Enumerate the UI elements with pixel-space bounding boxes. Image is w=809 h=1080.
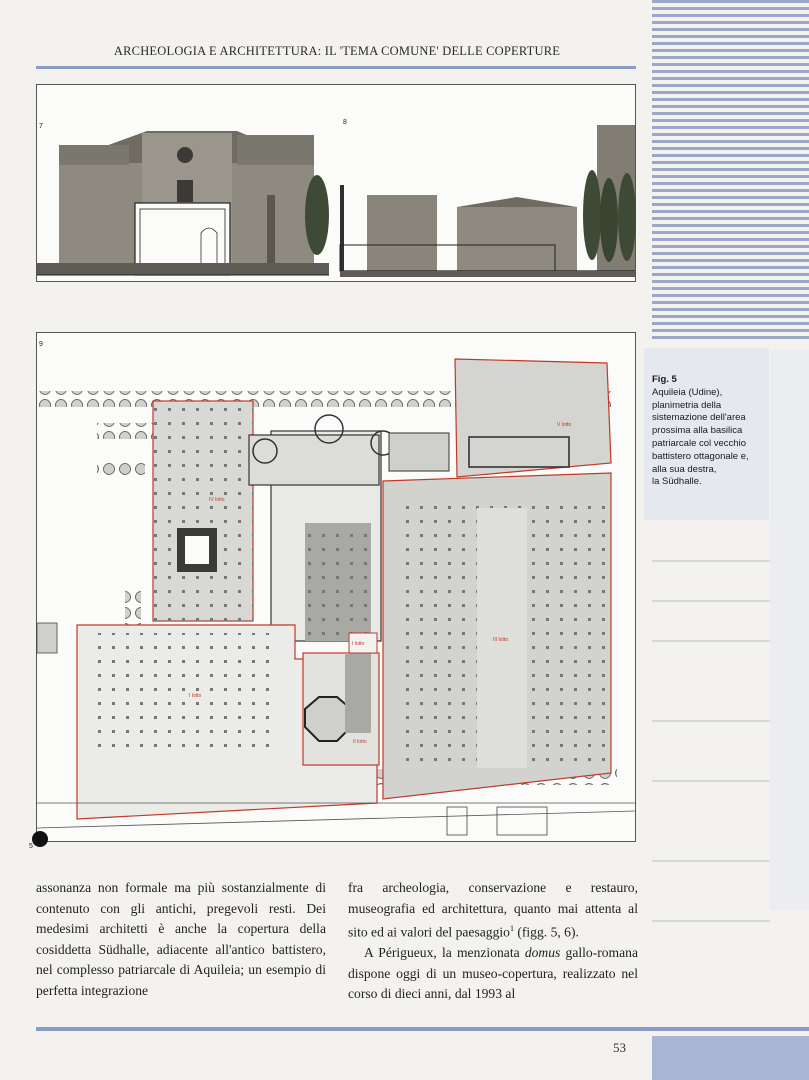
figure-number-8: 8 xyxy=(343,119,347,126)
caption-line: Aquileia (Udine), xyxy=(652,386,723,398)
label-lot5: V lotto xyxy=(557,422,572,428)
body-paragraph: assonanza non formale ma più sostanzialmente di contenuto con gli antichi, pregevoli resti. Dei medesimi architetti è anche la copertura della cosiddetta Südhalle, adiacente all'antico battistero, nel complesso patriarcale di Aquileia; un esempio di perfetta integrazione xyxy=(36,880,326,998)
side-strip xyxy=(770,350,809,910)
footer-color-block xyxy=(652,1036,809,1080)
running-head: ARCHEOLOGIA E ARCHITETTURA: IL 'TEMA COMUNE' DELLE COPERTURE xyxy=(113,44,561,58)
body-column-left xyxy=(36,878,326,1001)
decorative-stripes xyxy=(652,0,809,340)
faded-bleed-line xyxy=(652,780,770,782)
caption-line: planimetria della xyxy=(652,399,722,411)
figure-number-7: 7 xyxy=(39,123,43,130)
faded-bleed-line xyxy=(652,560,770,562)
footnote-marker: 1 xyxy=(509,924,514,933)
body-paragraph: A Périgueux, la menzionata domus gallo-romana dispone oggi di un museo-copertura, realizzato nel corso di dieci anni, dal 1993 al xyxy=(348,945,638,1002)
site-plan-figure xyxy=(29,332,636,850)
caption-line: sistemazione dell'area xyxy=(652,412,746,424)
footer-rule xyxy=(36,1027,809,1031)
faded-bleed-line xyxy=(652,860,770,862)
italic-term: domus xyxy=(524,945,561,961)
label-lot1: I lotto xyxy=(189,693,202,699)
caption-line: patriarcale col vecchio xyxy=(652,437,746,449)
faded-bleed-line xyxy=(652,920,770,922)
figure-number-9: 9 xyxy=(39,341,43,348)
faded-bleed-line xyxy=(652,600,770,602)
site-plan-drawing xyxy=(37,333,635,841)
figure-caption xyxy=(652,374,764,489)
page-number: 53 xyxy=(613,1040,626,1055)
body-paragraph: fra archeologia, conservazione e restauro, museografia ed architettura, quanto mai attenta al sito ed ai valori del paesaggio$^1$ (figg. 5, 6). xyxy=(348,880,638,940)
elevation-drawings xyxy=(37,85,635,281)
label-lot4: IV lotto xyxy=(209,497,225,503)
label-lot3: III lotto xyxy=(493,637,509,643)
body-column-right xyxy=(348,878,638,1005)
faded-bleed-line xyxy=(652,720,770,722)
caption-line: prossima alla basilica xyxy=(652,425,743,437)
caption-line: battistero ottagonale e, xyxy=(652,450,749,462)
elevation-figures xyxy=(36,84,636,282)
caption-title: Fig. 5 xyxy=(652,374,677,385)
caption-line: alla sua destra, xyxy=(652,463,717,475)
faded-bleed-line xyxy=(652,640,770,642)
header-rule xyxy=(36,66,636,69)
caption-line: la Südhalle. xyxy=(652,476,702,488)
figure-number-5: 5 xyxy=(29,843,33,850)
label-lot2: II lotto xyxy=(353,739,367,745)
label-lot1-small: I lotto xyxy=(352,641,365,647)
